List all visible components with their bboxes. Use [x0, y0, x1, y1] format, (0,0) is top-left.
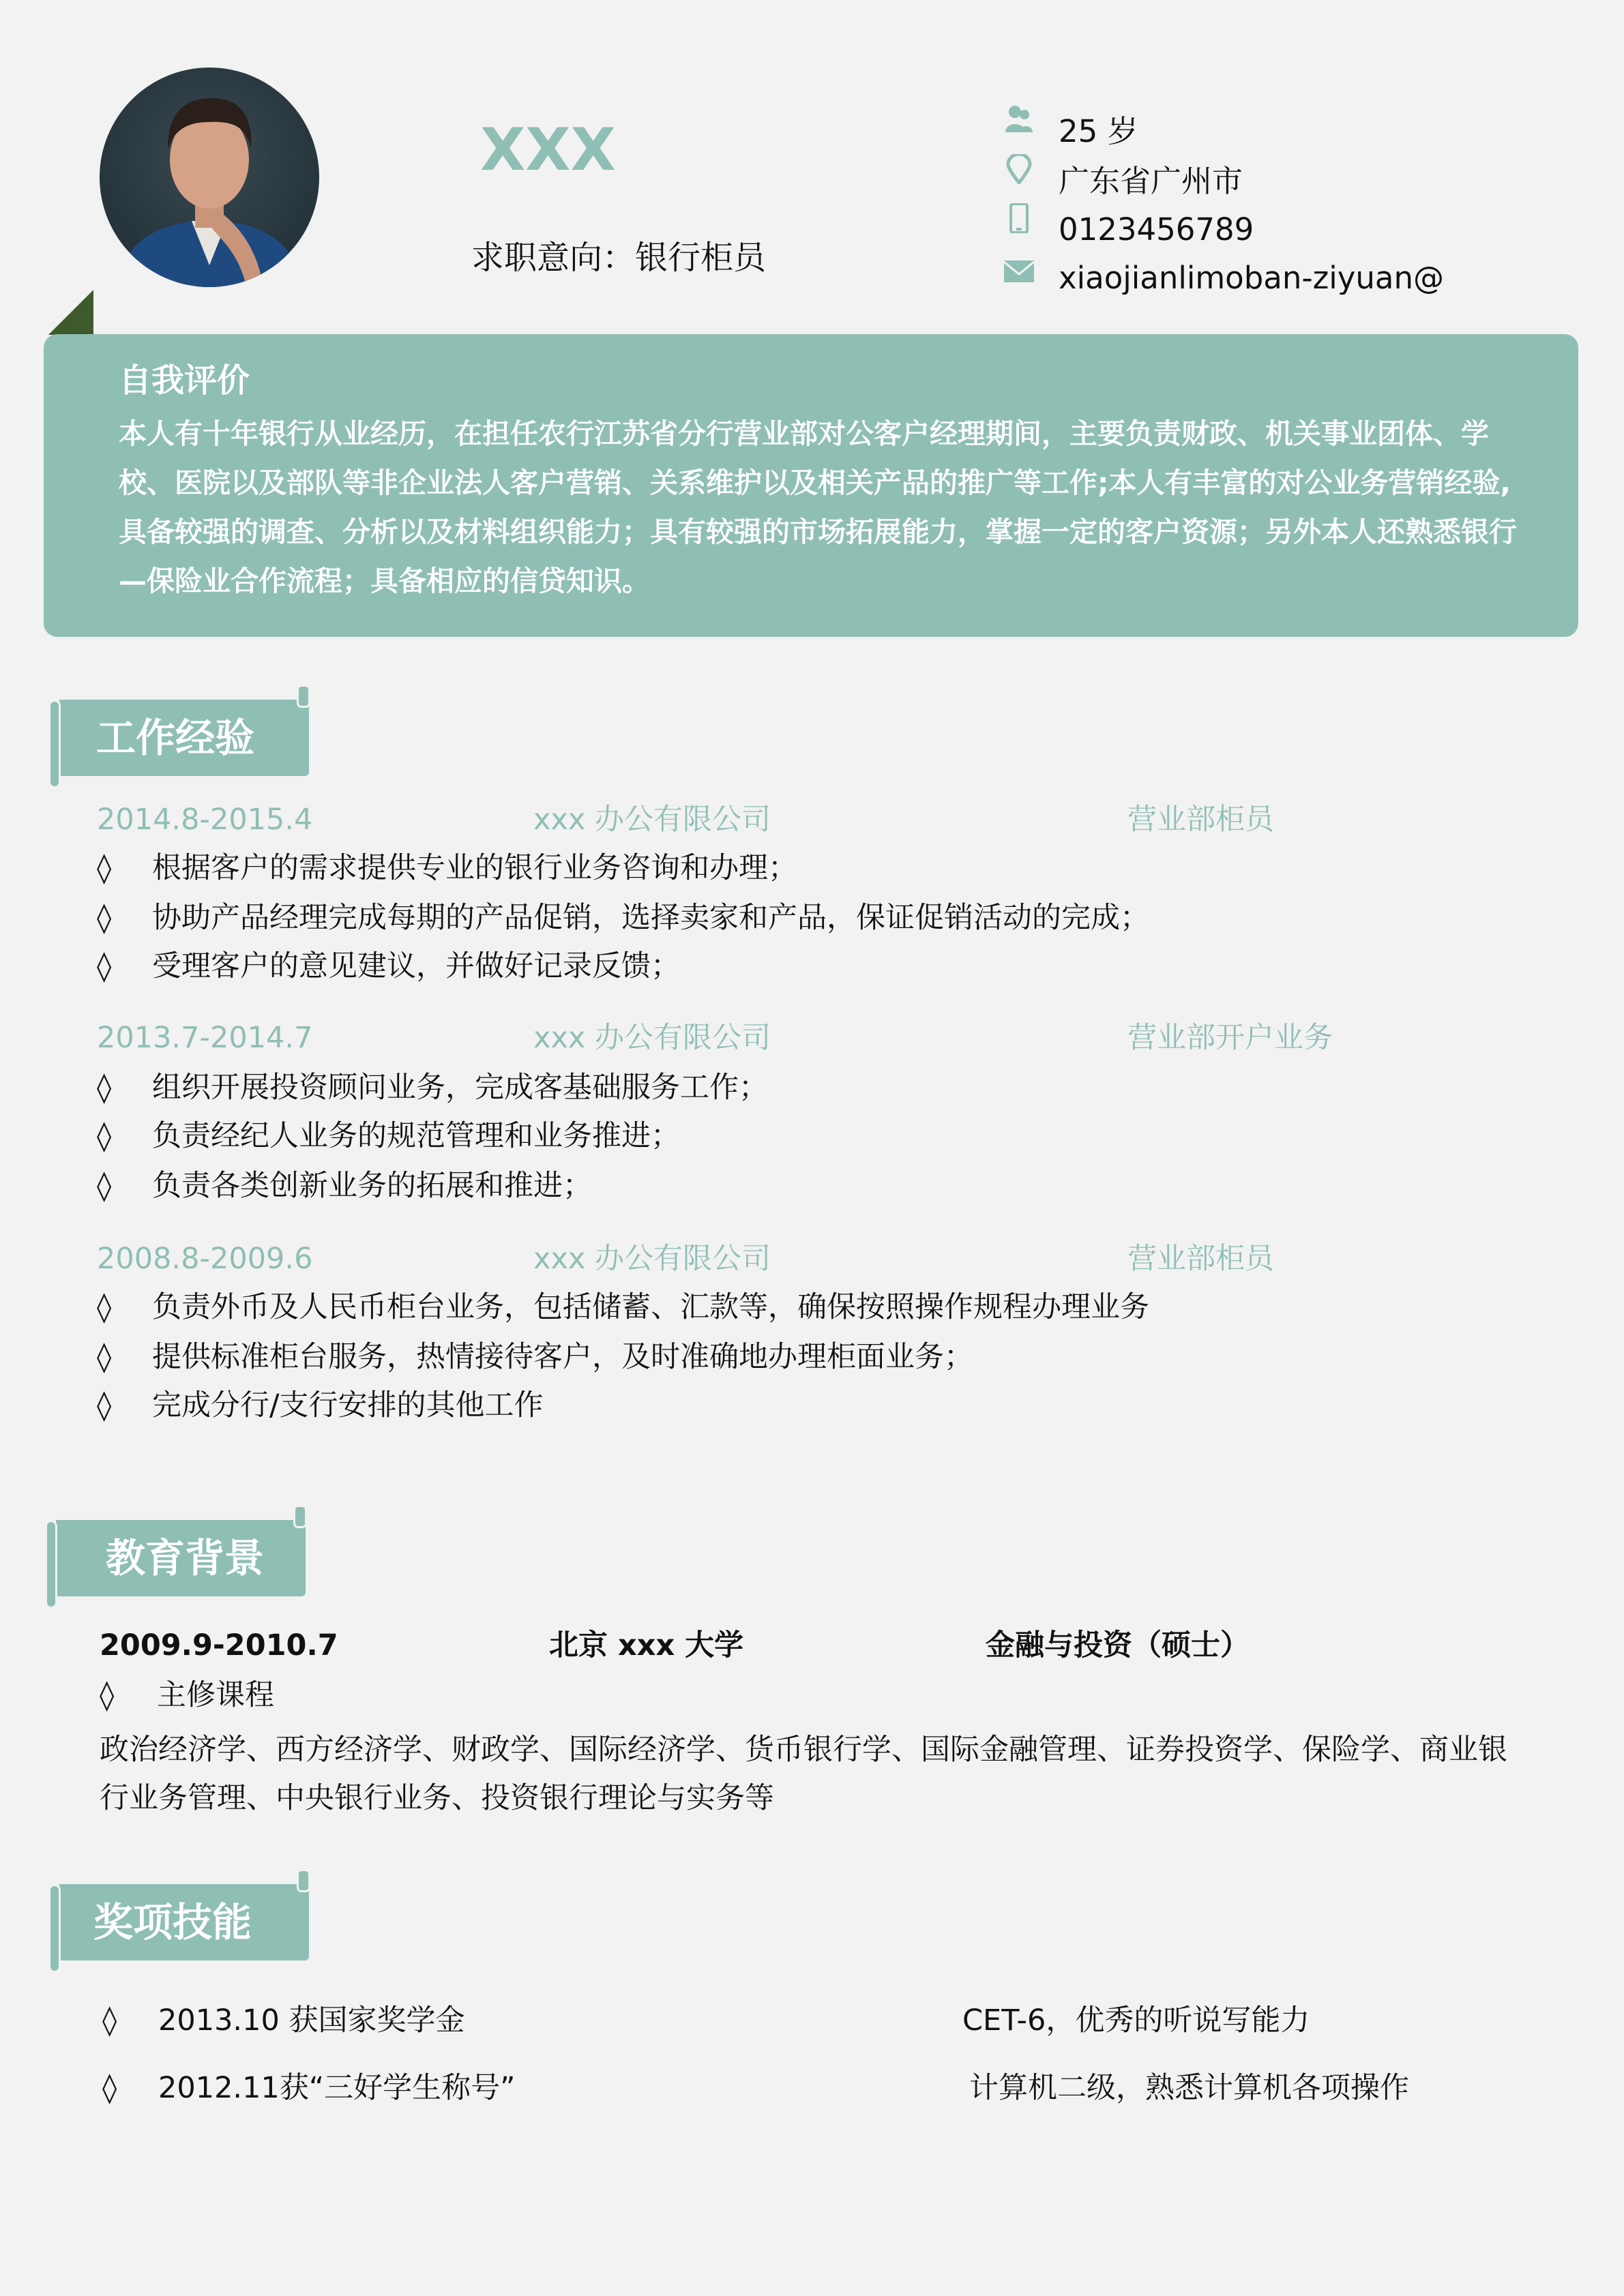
- bullet-icon: ◊: [97, 851, 112, 885]
- contact-location: 广东省广州市: [1059, 163, 1243, 199]
- work-item: 完成分行/支行安排的其他工作: [152, 1388, 544, 1422]
- bullet-icon: ◊: [97, 1071, 112, 1105]
- phone-icon: [1004, 203, 1034, 233]
- self-evaluation-panel: [44, 334, 1578, 637]
- bullet-icon: ◊: [97, 901, 112, 935]
- bullet-icon: ◊: [102, 2071, 117, 2105]
- work-item: 负责外币及人民币柜台业务，包括储蓄、汇款等，确保按照操作规程办理业务: [152, 1290, 1149, 1324]
- work-item: 组织开展投资顾问业务，完成客基础服务工作；: [152, 1071, 768, 1105]
- avatar: [100, 68, 319, 287]
- section-header-awards: [48, 1884, 309, 1960]
- bullet-icon: ◊: [100, 1678, 115, 1712]
- courses-list: 政治经济学、西方经济学、财政学、国际经济学、货币银行学、国际金融管理、证券投资学、保险学、商业银行业务管理、中央银行业务、投资银行理论与实务等: [100, 1733, 1507, 1815]
- decorative-corner: [48, 290, 93, 335]
- work-item: 受理客户的意见建议，并做好记录反馈；: [152, 949, 680, 983]
- mail-icon: [1004, 259, 1034, 284]
- work-role: 营业部开户业务: [1127, 1021, 1333, 1055]
- work-company: xxx 办公有限公司: [533, 1242, 771, 1276]
- bullet-icon: ◊: [97, 1340, 112, 1374]
- section-header-education: [45, 1520, 306, 1596]
- award-item: 2013.10 获国家奖学金: [158, 2003, 465, 2038]
- work-item: 协助产品经理完成每期的产品促销，选择卖家和产品，保证促销活动的完成；: [152, 901, 1149, 935]
- section-header-work: [48, 700, 309, 776]
- self-eval-title: 自我评价: [119, 361, 250, 400]
- edu-date: 2009.9-2010.7: [100, 1628, 338, 1663]
- work-role: 营业部柜员: [1127, 803, 1274, 837]
- bullet-icon: ◊: [97, 1169, 112, 1203]
- award-item: 2012.11获“三好学生称号”: [158, 2071, 516, 2105]
- self-eval-text: 本人有十年银行从业经历，在担任农行江苏省分行营业部对公客户经理期间，主要负责财政、机关事业团体、学校、医院以及部队等非企业法人客户营销、关系维护以及相关产品的推广等工作;本人有丰富的对公业务营销经验,具备较强的调查、分析以及材料组织能力；具有较强的市场拓展能力，掌握一定的客户资源；另外本人还熟悉银行—保险业合作流程；具备相应的信贷知识。: [119, 417, 1517, 597]
- section-title: 奖项技能: [93, 1899, 252, 1945]
- contact-phone: 0123456789: [1059, 211, 1254, 248]
- bullet-icon: ◊: [97, 1119, 112, 1153]
- work-item: 负责各类创新业务的拓展和推进；: [152, 1169, 592, 1203]
- section-title: 工作经验: [96, 715, 255, 761]
- contact-age: 25 岁: [1059, 113, 1138, 149]
- work-company: xxx 办公有限公司: [533, 803, 771, 837]
- edu-school: 北京 xxx 大学: [549, 1628, 744, 1663]
- section-title: 教育背景: [106, 1535, 265, 1581]
- skill-item: CET-6，优秀的听说写能力: [962, 2003, 1310, 2038]
- user-icon: [1004, 104, 1034, 134]
- bullet-icon: ◊: [97, 1388, 112, 1422]
- work-date: 2014.8-2015.4: [97, 803, 313, 837]
- work-item: 提供标准柜台服务，热情接待客户，及时准确地办理柜面业务；: [152, 1340, 973, 1374]
- candidate-name: XXX: [480, 116, 616, 184]
- bullet-icon: ◊: [102, 2003, 117, 2038]
- bullet-icon: ◊: [97, 1290, 112, 1324]
- edu-major: 金融与投资（硕士）: [986, 1628, 1250, 1663]
- contact-email[interactable]: xiaojianlimoban-ziyuan@: [1059, 260, 1444, 295]
- work-date: 2013.7-2014.7: [97, 1021, 313, 1055]
- work-item: 根据客户的需求提供专业的银行业务咨询和办理；: [152, 851, 797, 885]
- skill-item: 计算机二级，熟悉计算机各项操作: [969, 2071, 1409, 2105]
- courses-label: 主修课程: [157, 1678, 274, 1712]
- location-icon: [1004, 154, 1034, 184]
- job-intent: 求职意向：银行柜员: [471, 239, 767, 277]
- work-item: 负责经纪人业务的规范管理和业务推进；: [152, 1119, 680, 1153]
- work-date: 2008.8-2009.6: [97, 1242, 313, 1276]
- work-company: xxx 办公有限公司: [533, 1021, 771, 1055]
- work-role: 营业部柜员: [1127, 1242, 1274, 1276]
- bullet-icon: ◊: [97, 949, 112, 983]
